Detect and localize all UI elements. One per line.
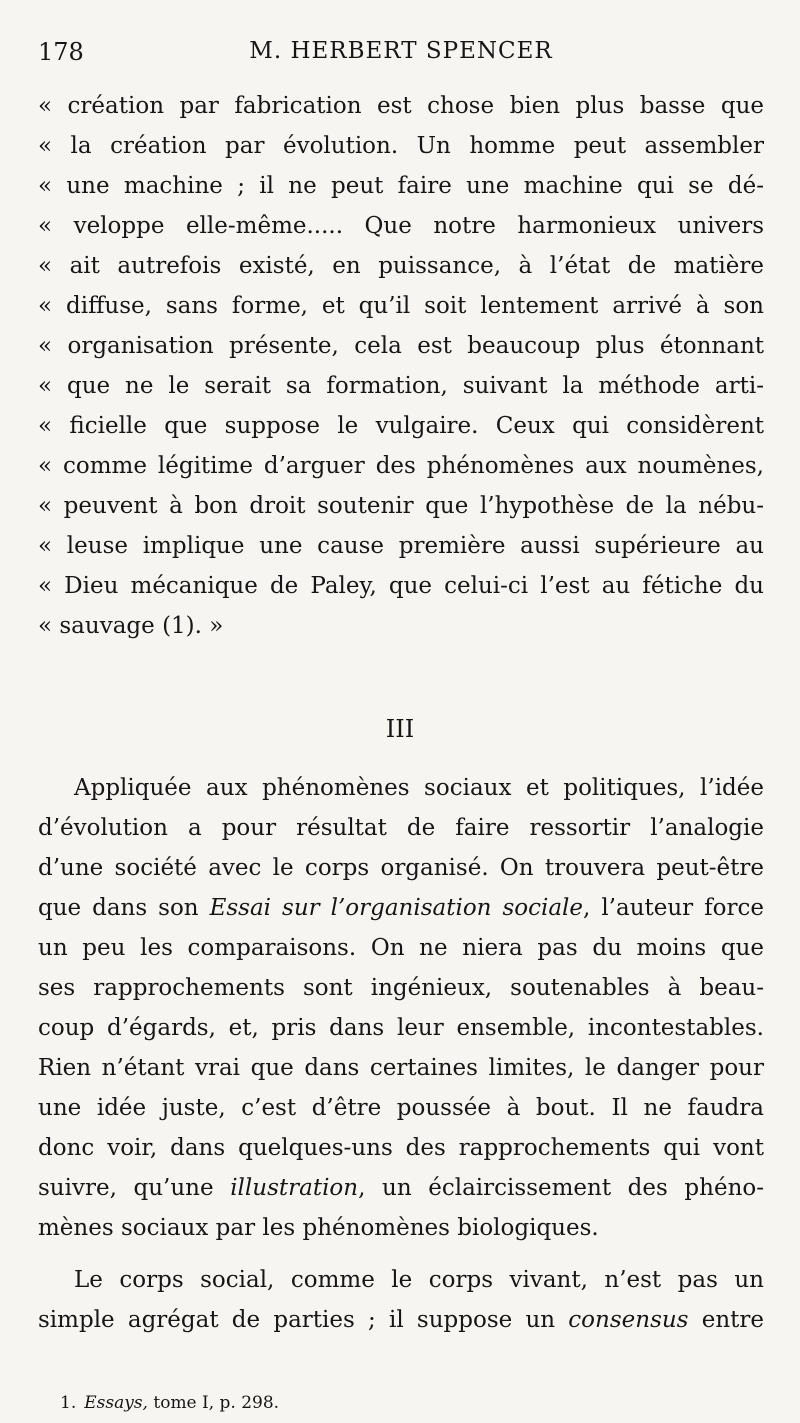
quote-line: « Dieu mécanique de Paley, que celui-ci l’est au fétiche du xyxy=(38,573,764,599)
quote-line: « comme légitime d’arguer des phénomènes aux noumènes, xyxy=(38,453,764,479)
running-head xyxy=(38,38,764,72)
footnote-work: Essays, xyxy=(84,1393,148,1413)
quote-line: « organisation présente, cela est beaucoup plus étonnant xyxy=(38,333,764,359)
paragraph-line: d’une société avec le corps organisé. On trouvera peut-être xyxy=(38,855,764,881)
page-number: 178 xyxy=(38,38,84,66)
quote-line: « leuse implique une cause première aussi supérieure au xyxy=(38,533,764,559)
text-run: simple agrégat de parties ; il suppose un xyxy=(38,1307,569,1333)
quote-line: « sauvage (1). » xyxy=(38,613,224,639)
paragraph-evolution xyxy=(38,768,764,1248)
quote-line: « création par fabrication est chose bien plus basse que xyxy=(38,93,764,119)
paragraph-line xyxy=(38,1300,764,1340)
paragraph-line: Le corps social, comme le corps vivant, n’est pas un xyxy=(74,1267,764,1293)
paragraph-line: Appliquée aux phénomènes sociaux et politiques, l’idée xyxy=(74,775,764,801)
quote-line: « une machine ; il ne peut faire une machine qui se dé- xyxy=(38,173,764,199)
paragraph-line: Rien n’étant vrai que dans certaines limites, le danger pour xyxy=(38,1055,764,1081)
emphasis-italic: illustration xyxy=(230,1175,359,1201)
quote-line: « peuvent à bon droit soutenir que l’hypothèse de la nébu- xyxy=(38,493,764,519)
footnote-number: 1. xyxy=(60,1393,77,1413)
text-run: entre xyxy=(688,1307,764,1333)
text-run: , un éclaircissement des phéno- xyxy=(358,1175,765,1201)
quote-line: « la création par évolution. Un homme peut assembler xyxy=(38,133,764,159)
text-run: que dans son xyxy=(38,895,210,921)
paragraph-line: ses rapprochements sont ingénieux, soutenables à beau- xyxy=(38,975,764,1001)
text-run: suivre, qu’une xyxy=(38,1175,231,1201)
paragraph-line: coup d’égards, et, pris dans leur ensemble, incontestables. xyxy=(38,1015,764,1041)
quote-line: « ficielle que suppose le vulgaire. Ceux qui considèrent xyxy=(38,413,764,439)
section-heading: III xyxy=(385,715,415,743)
paragraph-line: d’évolution a pour résultat de faire ressortir l’analogie xyxy=(38,815,764,841)
paragraph-line: un peu les comparaisons. On ne niera pas du moins que xyxy=(38,935,764,961)
quote-line: « veloppe elle-même..... Que notre harmonieux univers xyxy=(38,213,764,239)
quotation-block xyxy=(38,86,764,646)
text-run: , l’auteur force xyxy=(583,895,764,921)
footnote xyxy=(60,1392,279,1414)
quote-line: « que ne le serait sa formation, suivant la méthode arti- xyxy=(38,373,764,399)
paragraph-line xyxy=(38,1168,764,1208)
footnote-reference: tome I, p. 298. xyxy=(153,1393,280,1413)
paragraph-social-body xyxy=(38,1260,764,1340)
running-title: M. HERBERT SPENCER xyxy=(249,38,553,64)
paragraph-line: mènes sociaux par les phénomènes biologiques. xyxy=(38,1215,599,1241)
paragraph-line: donc voir, dans quelques-uns des rapprochements qui vont xyxy=(38,1135,764,1161)
quote-line: « diffuse, sans forme, et qu’il soit lentement arrivé à son xyxy=(38,293,764,319)
paragraph-line xyxy=(38,888,764,928)
paragraph-line: une idée juste, c’est d’être poussée à bout. Il ne faudra xyxy=(38,1095,764,1121)
quote-line: « ait autrefois existé, en puissance, à l’état de matière xyxy=(38,253,764,279)
emphasis-italic: consensus xyxy=(568,1307,689,1333)
book-title-italic: Essai sur l’organisation sociale xyxy=(209,895,584,921)
